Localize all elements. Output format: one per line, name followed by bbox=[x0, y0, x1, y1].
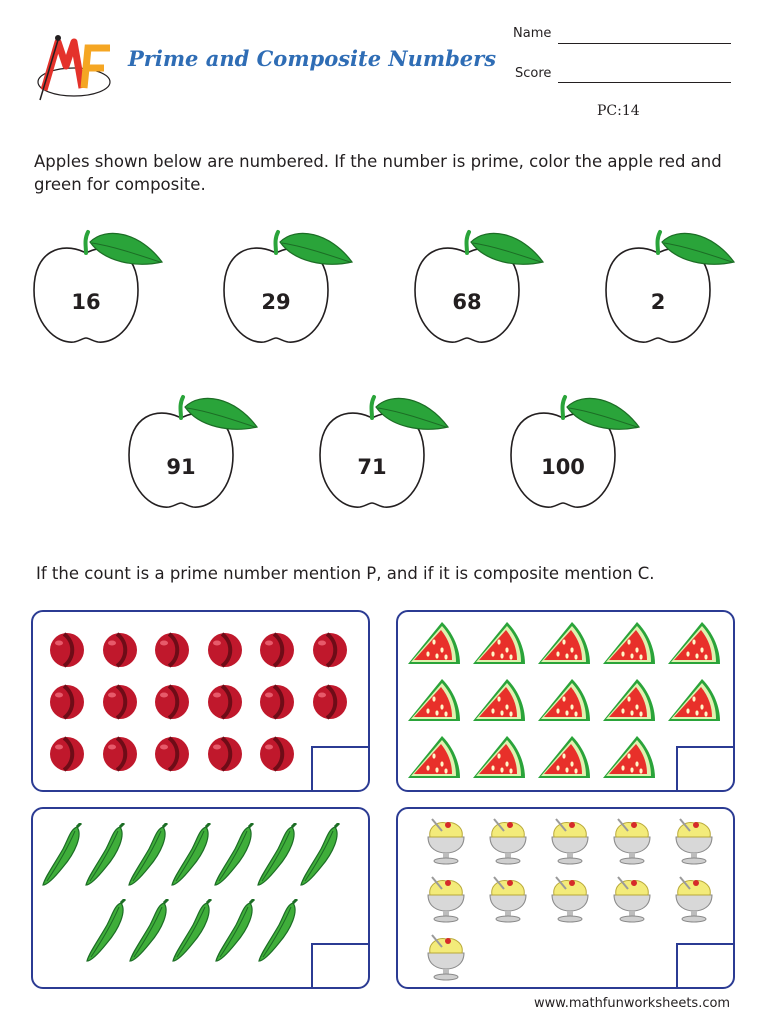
apple-instruction: Apples shown below are numbered. If the number is prime, color the apple red and green for composite. bbox=[34, 152, 722, 194]
watermelon-icon bbox=[534, 734, 592, 784]
cherry-icon bbox=[100, 734, 140, 778]
ice-cream-icon bbox=[484, 817, 532, 869]
cherry-icon bbox=[310, 630, 350, 674]
count-instruction: If the count is a prime number mention P, and if it is composite mention C. bbox=[36, 564, 655, 583]
count-box-ice-cream bbox=[396, 807, 735, 989]
worksheet-code: PC:14 bbox=[597, 103, 640, 119]
cherry-icon bbox=[152, 630, 192, 674]
apple-card[interactable] bbox=[509, 393, 649, 523]
ice-cream-icon bbox=[608, 817, 656, 869]
apple-card[interactable] bbox=[413, 228, 553, 358]
okra-icon bbox=[256, 823, 300, 891]
score-label: Score bbox=[515, 66, 552, 81]
watermelon-icon bbox=[599, 734, 657, 784]
cherry-icon bbox=[205, 630, 245, 674]
watermelon-icon bbox=[469, 677, 527, 727]
watermelon-icon bbox=[404, 677, 462, 727]
count-box-watermelons bbox=[396, 610, 735, 792]
okra-icon bbox=[299, 823, 343, 891]
cherry-icon bbox=[152, 734, 192, 778]
watermelon-icon bbox=[534, 620, 592, 670]
watermelon-icon bbox=[469, 620, 527, 670]
apple-card[interactable] bbox=[32, 228, 172, 358]
ice-cream-icon bbox=[670, 817, 718, 869]
watermelon-icon bbox=[599, 620, 657, 670]
cherry-icon bbox=[152, 682, 192, 726]
watermelon-icon bbox=[664, 620, 722, 670]
answer-box[interactable] bbox=[311, 746, 369, 791]
cherry-icon bbox=[100, 630, 140, 674]
ice-cream-icon bbox=[422, 933, 470, 985]
cherry-icon bbox=[205, 682, 245, 726]
apple-number: 16 bbox=[71, 290, 101, 314]
watermelon-icon bbox=[534, 677, 592, 727]
website-footer: www.mathfunworksheets.com bbox=[534, 996, 731, 1011]
okra-icon bbox=[127, 823, 171, 891]
cherry-icon bbox=[47, 630, 87, 674]
okra-icon bbox=[257, 899, 301, 967]
apple-number: 71 bbox=[357, 455, 387, 479]
cherry-icon bbox=[100, 682, 140, 726]
cherry-icon bbox=[257, 682, 297, 726]
okra-icon bbox=[213, 823, 257, 891]
mathfun-logo bbox=[34, 30, 114, 102]
count-box-cherries bbox=[31, 610, 370, 792]
ice-cream-icon bbox=[422, 875, 470, 927]
page-title: Prime and Composite Numbers bbox=[128, 46, 497, 71]
answer-box[interactable] bbox=[676, 943, 734, 988]
cherry-icon bbox=[310, 682, 350, 726]
name-line[interactable] bbox=[558, 43, 731, 44]
okra-icon bbox=[170, 823, 214, 891]
apple-card[interactable] bbox=[222, 228, 362, 358]
ice-cream-icon bbox=[422, 817, 470, 869]
okra-icon bbox=[128, 899, 172, 967]
cherry-icon bbox=[47, 682, 87, 726]
ice-cream-icon bbox=[608, 875, 656, 927]
cherry-icon bbox=[257, 734, 297, 778]
cherry-icon bbox=[205, 734, 245, 778]
apple-card[interactable] bbox=[127, 393, 267, 523]
okra-icon bbox=[85, 899, 129, 967]
watermelon-icon bbox=[404, 620, 462, 670]
okra-icon bbox=[84, 823, 128, 891]
watermelon-icon bbox=[404, 734, 462, 784]
watermelon-icon bbox=[664, 677, 722, 727]
okra-icon bbox=[41, 823, 85, 891]
apple-number: 2 bbox=[650, 290, 666, 314]
apple-number: 29 bbox=[261, 290, 291, 314]
ice-cream-icon bbox=[546, 817, 594, 869]
apple-number: 91 bbox=[166, 455, 196, 479]
score-line[interactable] bbox=[558, 82, 731, 83]
apple-number: 100 bbox=[541, 455, 585, 479]
answer-box[interactable] bbox=[676, 746, 734, 791]
apple-card[interactable] bbox=[318, 393, 458, 523]
watermelon-icon bbox=[469, 734, 527, 784]
name-label: Name bbox=[513, 26, 552, 41]
okra-icon bbox=[171, 899, 215, 967]
cherry-icon bbox=[47, 734, 87, 778]
watermelon-icon bbox=[599, 677, 657, 727]
answer-box[interactable] bbox=[311, 943, 369, 988]
ice-cream-icon bbox=[670, 875, 718, 927]
cherry-icon bbox=[257, 630, 297, 674]
ice-cream-icon bbox=[484, 875, 532, 927]
okra-icon bbox=[214, 899, 258, 967]
apple-card[interactable] bbox=[604, 228, 744, 358]
count-box-okra bbox=[31, 807, 370, 989]
apple-number: 68 bbox=[452, 290, 482, 314]
ice-cream-icon bbox=[546, 875, 594, 927]
